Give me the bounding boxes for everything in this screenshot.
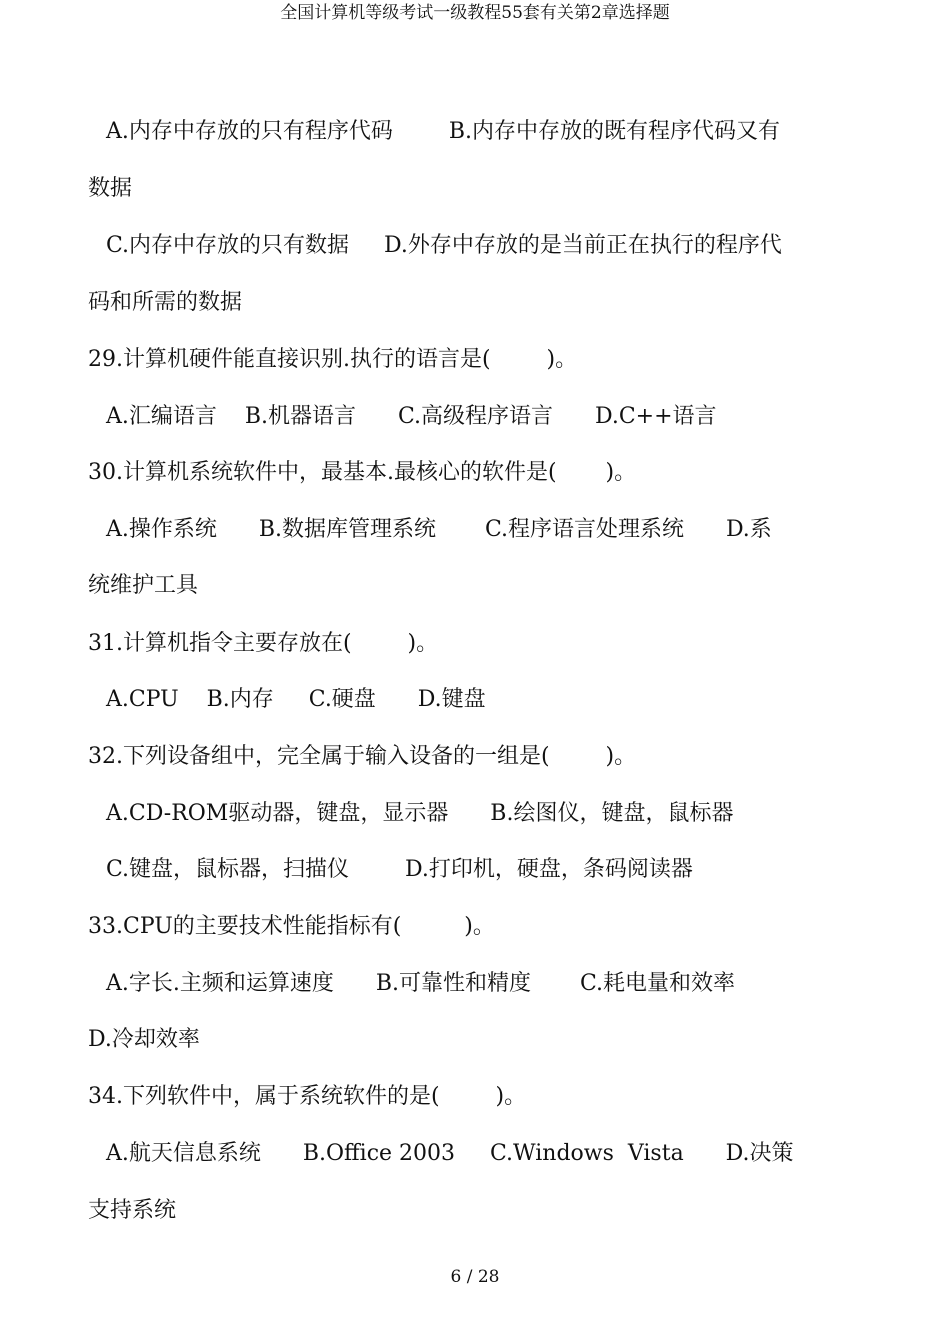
options-31: A.CPU B.内存 C.硬盘 D.键盘 [106,687,486,712]
option-line: C.内存中存放的只有数据 D.外存中存放的是当前正在执行的程序代 [106,233,782,258]
question-33: 33.CPU的主要技术性能指标有( )。 [88,914,495,939]
options-34-continued: 支持系统 [88,1198,177,1223]
option-line: A.内存中存放的只有程序代码 B.内存中存放的既有程序代码又有 [106,119,780,144]
options-34: A.航天信息系统 B.Office 2003 C.Windows Vista D.决策 [106,1141,794,1166]
question-32: 32.下列设备组中，完全属于输入设备的一组是( )。 [88,744,637,769]
options-30-continued: 统维护工具 [88,573,199,598]
options-33: A.字长.主频和运算速度 B.可靠性和精度 C.耗电量和效率 [106,971,735,996]
page-header-title: 全国计算机等级考试一级教程55套有关第2章选择题 [280,3,670,23]
options-29: A.汇编语言 B.机器语言 C.高级程序语言 D.C++语言 [106,404,717,429]
question-30: 30.计算机系统软件中，最基本.最核心的软件是( )。 [88,460,637,485]
options-32-ab: A.CD-ROM驱动器，键盘，显示器 B.绘图仪，键盘，鼠标器 [106,801,734,826]
options-33-continued: D.冷却效率 [88,1027,200,1052]
question-31: 31.计算机指令主要存放在( )。 [88,631,439,656]
options-30: A.操作系统 B.数据库管理系统 C.程序语言处理系统 D.系 [106,517,772,542]
question-29: 29.计算机硬件能直接识别.执行的语言是( )。 [88,347,578,372]
option-line-continued: 数据 [88,176,133,201]
option-line-continued: 码和所需的数据 [88,290,243,315]
question-34: 34.下列软件中，属于系统软件的是( )。 [88,1084,527,1109]
options-32-cd: C.键盘，鼠标器，扫描仪 D.打印机，硬盘，条码阅读器 [106,857,693,882]
page-number: 6 / 28 [450,1267,500,1287]
